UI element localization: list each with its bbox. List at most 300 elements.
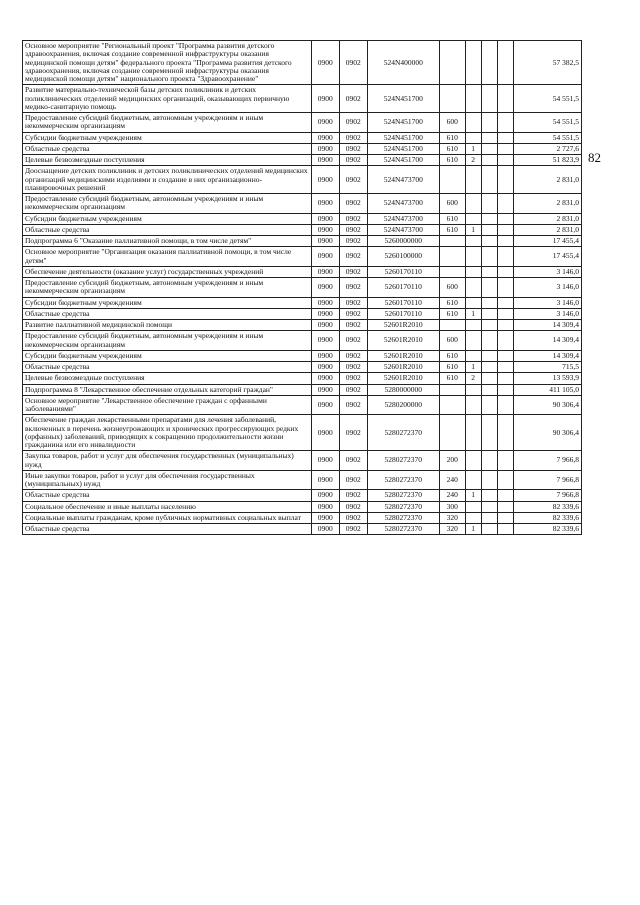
row-extra-flag-2: [498, 373, 514, 384]
row-extra-flag: [481, 213, 497, 224]
row-target-code: 5280272370: [367, 415, 439, 451]
row-extra-flag: [481, 278, 497, 298]
row-target-code: 524N473700: [367, 213, 439, 224]
row-amount: 90 306,4: [514, 395, 582, 415]
row-extra-flag-2: [498, 501, 514, 512]
row-section-code: 0902: [339, 308, 367, 319]
row-extra-flag-2: [498, 113, 514, 133]
row-target-code: 52601R2010: [367, 373, 439, 384]
row-target-code: 52601R2010: [367, 320, 439, 331]
row-extra-flag-2: [498, 415, 514, 451]
row-amount: 54 551,5: [514, 85, 582, 113]
row-expense-type: 600: [439, 194, 465, 214]
row-section-code: 0902: [339, 155, 367, 166]
row-ved-code: 0900: [311, 395, 339, 415]
row-ved-code: 0900: [311, 194, 339, 214]
row-extra-flag-2: [498, 85, 514, 113]
row-ved-code: 0900: [311, 470, 339, 490]
row-extra-flag: [481, 308, 497, 319]
row-target-code: 5260170110: [367, 266, 439, 277]
row-ved-code: 0900: [311, 236, 339, 247]
row-extra-flag: [481, 331, 497, 351]
row-section-code: 0902: [339, 501, 367, 512]
row-source-flag: [465, 331, 481, 351]
table-row: [23, 85, 582, 113]
row-source-flag: [465, 415, 481, 451]
budget-table: [22, 40, 582, 535]
row-ved-code: 0900: [311, 331, 339, 351]
row-extra-flag-2: [498, 524, 514, 535]
row-amount: 17 455,4: [514, 236, 582, 247]
row-target-code: 524N473700: [367, 194, 439, 214]
row-name: Основное мероприятие "Региональный проект "Программа развития детского здравоохранения, включая создание современной инфраструктуры оказания медицинской помощи детям" федерального проекта "Программа развития детского здравоохранения, включая создание современной инфраструктуры оказания медицинской помощи детям" национального проекта "Здравоохранение": [23, 41, 312, 85]
row-section-code: 0902: [339, 350, 367, 361]
row-target-code: 524N473700: [367, 224, 439, 235]
row-extra-flag-2: [498, 362, 514, 373]
row-target-code: 5260170110: [367, 297, 439, 308]
table-row: [23, 501, 582, 512]
row-name: Социальное обеспечение и иные выплаты населению: [23, 501, 312, 512]
row-name: Целевые безвозмездные поступления: [23, 155, 312, 166]
row-extra-flag: [481, 85, 497, 113]
row-section-code: 0902: [339, 331, 367, 351]
row-ved-code: 0900: [311, 373, 339, 384]
row-expense-type: [439, 41, 465, 85]
table-row: [23, 470, 582, 490]
row-section-code: 0902: [339, 132, 367, 143]
row-expense-type: [439, 266, 465, 277]
table-row: [23, 194, 582, 214]
row-section-code: 0902: [339, 247, 367, 267]
row-target-code: 5280272370: [367, 451, 439, 471]
row-name: Дооснащение детских поликлиник и детских поликлинических отделений медицинских организаций медицинскими изделиями и создание в них организационно-планировочных решений: [23, 166, 312, 194]
row-extra-flag: [481, 320, 497, 331]
row-name: Предоставление субсидий бюджетным, автономным учреждениям и иным некоммерческим организациям: [23, 278, 312, 298]
row-amount: 2 831,0: [514, 213, 582, 224]
row-expense-type: 240: [439, 470, 465, 490]
row-ved-code: 0900: [311, 384, 339, 395]
table-row: [23, 308, 582, 319]
row-section-code: 0902: [339, 41, 367, 85]
row-source-flag: [465, 384, 481, 395]
row-expense-type: 610: [439, 297, 465, 308]
row-expense-type: 610: [439, 350, 465, 361]
row-name: Субсидии бюджетным учреждениям: [23, 350, 312, 361]
table-row: [23, 512, 582, 523]
row-amount: 82 339,6: [514, 524, 582, 535]
page-number: 82: [588, 150, 601, 165]
row-section-code: 0902: [339, 415, 367, 451]
row-section-code: 0902: [339, 320, 367, 331]
row-extra-flag-2: [498, 247, 514, 267]
table-row: [23, 213, 582, 224]
row-extra-flag: [481, 236, 497, 247]
table-row: [23, 143, 582, 154]
row-extra-flag-2: [498, 512, 514, 523]
table-row: [23, 247, 582, 267]
row-extra-flag: [481, 194, 497, 214]
row-extra-flag: [481, 143, 497, 154]
row-name: Предоставление субсидий бюджетным, автономным учреждениям и иным некоммерческим организациям: [23, 113, 312, 133]
row-expense-type: [439, 236, 465, 247]
row-ved-code: 0900: [311, 132, 339, 143]
row-source-flag: [465, 278, 481, 298]
row-amount: 3 146,0: [514, 308, 582, 319]
row-extra-flag: [481, 350, 497, 361]
row-name: Развитие паллиативной медицинской помощи: [23, 320, 312, 331]
table-row: [23, 236, 582, 247]
row-ved-code: 0900: [311, 524, 339, 535]
row-amount: 13 593,9: [514, 373, 582, 384]
row-target-code: 524N400000: [367, 41, 439, 85]
row-source-flag: [465, 395, 481, 415]
row-ved-code: 0900: [311, 278, 339, 298]
row-name: Областные средства: [23, 224, 312, 235]
row-name: Областные средства: [23, 143, 312, 154]
row-extra-flag-2: [498, 451, 514, 471]
row-section-code: 0902: [339, 266, 367, 277]
row-amount: 2 727,6: [514, 143, 582, 154]
row-amount: 411 105,0: [514, 384, 582, 395]
row-target-code: 524N451700: [367, 132, 439, 143]
row-target-code: 52601R2010: [367, 362, 439, 373]
row-amount: 82 339,6: [514, 512, 582, 523]
row-name: Областные средства: [23, 490, 312, 501]
row-name: Основное мероприятие "Организация оказания паллиативной помощи, в том числе детям": [23, 247, 312, 267]
row-source-flag: [465, 350, 481, 361]
row-target-code: 5280272370: [367, 512, 439, 523]
row-extra-flag: [481, 224, 497, 235]
row-target-code: 5280272370: [367, 501, 439, 512]
table-row: [23, 384, 582, 395]
row-source-flag: [465, 113, 481, 133]
row-target-code: 524N451700: [367, 85, 439, 113]
row-ved-code: 0900: [311, 362, 339, 373]
row-section-code: 0902: [339, 451, 367, 471]
row-source-flag: [465, 470, 481, 490]
row-expense-type: 610: [439, 143, 465, 154]
row-name: Подпрограмма 6 "Оказание паллиативной помощи, в том числе детям": [23, 236, 312, 247]
row-extra-flag: [481, 266, 497, 277]
table-row: [23, 350, 582, 361]
row-extra-flag-2: [498, 41, 514, 85]
row-target-code: 5260000000: [367, 236, 439, 247]
row-extra-flag-2: [498, 297, 514, 308]
row-extra-flag: [481, 451, 497, 471]
row-name: Субсидии бюджетным учреждениям: [23, 297, 312, 308]
row-expense-type: [439, 384, 465, 395]
row-extra-flag: [481, 373, 497, 384]
table-row: [23, 395, 582, 415]
row-source-flag: 2: [465, 155, 481, 166]
row-extra-flag-2: [498, 236, 514, 247]
row-ved-code: 0900: [311, 247, 339, 267]
row-expense-type: 610: [439, 224, 465, 235]
table-row: [23, 415, 582, 451]
row-expense-type: 200: [439, 451, 465, 471]
row-amount: 2 831,0: [514, 194, 582, 214]
table-row: [23, 224, 582, 235]
row-ved-code: 0900: [311, 224, 339, 235]
row-amount: 3 146,0: [514, 266, 582, 277]
row-source-flag: [465, 451, 481, 471]
row-amount: 2 831,0: [514, 166, 582, 194]
row-expense-type: [439, 247, 465, 267]
row-extra-flag: [481, 470, 497, 490]
row-name: Подпрограмма 8 "Лекарственное обеспечение отдельных категорий граждан": [23, 384, 312, 395]
row-extra-flag-2: [498, 194, 514, 214]
row-extra-flag-2: [498, 490, 514, 501]
row-name: Областные средства: [23, 524, 312, 535]
row-target-code: 5280000000: [367, 384, 439, 395]
row-amount: 14 309,4: [514, 350, 582, 361]
row-section-code: 0902: [339, 236, 367, 247]
table-row: [23, 155, 582, 166]
row-source-flag: [465, 41, 481, 85]
row-source-flag: [465, 166, 481, 194]
row-ved-code: 0900: [311, 41, 339, 85]
row-ved-code: 0900: [311, 350, 339, 361]
row-ved-code: 0900: [311, 308, 339, 319]
row-amount: 17 455,4: [514, 247, 582, 267]
row-expense-type: 320: [439, 524, 465, 535]
row-target-code: 5280272370: [367, 490, 439, 501]
row-extra-flag-2: [498, 395, 514, 415]
row-section-code: 0902: [339, 166, 367, 194]
row-extra-flag: [481, 166, 497, 194]
row-name: Иные закупки товаров, работ и услуг для обеспечения государственных (муниципальных) нужд: [23, 470, 312, 490]
row-expense-type: [439, 415, 465, 451]
row-name: Социальные выплаты гражданам, кроме публичных нормативных социальных выплат: [23, 512, 312, 523]
row-ved-code: 0900: [311, 501, 339, 512]
row-source-flag: [465, 213, 481, 224]
row-expense-type: [439, 320, 465, 331]
row-target-code: 524N473700: [367, 166, 439, 194]
row-amount: 54 551,5: [514, 132, 582, 143]
row-expense-type: [439, 166, 465, 194]
table-row: [23, 490, 582, 501]
row-extra-flag: [481, 113, 497, 133]
row-amount: 7 966,8: [514, 451, 582, 471]
row-source-flag: 2: [465, 373, 481, 384]
row-amount: 57 382,5: [514, 41, 582, 85]
row-target-code: 5260170110: [367, 278, 439, 298]
row-extra-flag: [481, 415, 497, 451]
row-section-code: 0902: [339, 373, 367, 384]
row-section-code: 0902: [339, 143, 367, 154]
row-section-code: 0902: [339, 512, 367, 523]
row-amount: 14 309,4: [514, 320, 582, 331]
row-ved-code: 0900: [311, 85, 339, 113]
row-ved-code: 0900: [311, 451, 339, 471]
row-name: Развитие материально-технической базы детских поликлиник и детских поликлинических отделений медицинских организаций, оказывающих первичную медико-санитарную помощь: [23, 85, 312, 113]
row-extra-flag-2: [498, 166, 514, 194]
row-target-code: 52601R2010: [367, 350, 439, 361]
row-section-code: 0902: [339, 490, 367, 501]
table-body: [23, 41, 582, 535]
row-ved-code: 0900: [311, 113, 339, 133]
row-section-code: 0902: [339, 362, 367, 373]
row-extra-flag-2: [498, 308, 514, 319]
row-expense-type: 300: [439, 501, 465, 512]
table-row: [23, 132, 582, 143]
row-target-code: 5280272370: [367, 470, 439, 490]
row-amount: 715,5: [514, 362, 582, 373]
row-section-code: 0902: [339, 194, 367, 214]
row-extra-flag: [481, 132, 497, 143]
row-source-flag: [465, 132, 481, 143]
row-name: Областные средства: [23, 308, 312, 319]
row-amount: 51 823,9: [514, 155, 582, 166]
row-extra-flag: [481, 247, 497, 267]
row-extra-flag: [481, 362, 497, 373]
row-expense-type: 610: [439, 213, 465, 224]
row-amount: 90 306,4: [514, 415, 582, 451]
row-extra-flag-2: [498, 331, 514, 351]
row-source-flag: 1: [465, 490, 481, 501]
row-target-code: 524N451700: [367, 113, 439, 133]
row-target-code: 524N451700: [367, 143, 439, 154]
table-row: [23, 266, 582, 277]
row-extra-flag-2: [498, 213, 514, 224]
row-extra-flag-2: [498, 350, 514, 361]
row-source-flag: [465, 297, 481, 308]
row-expense-type: 610: [439, 373, 465, 384]
row-section-code: 0902: [339, 85, 367, 113]
row-section-code: 0902: [339, 384, 367, 395]
row-extra-flag: [481, 155, 497, 166]
row-ved-code: 0900: [311, 213, 339, 224]
row-extra-flag: [481, 524, 497, 535]
table-row: [23, 297, 582, 308]
row-extra-flag-2: [498, 320, 514, 331]
row-amount: 3 146,0: [514, 278, 582, 298]
table-row: [23, 278, 582, 298]
row-extra-flag: [481, 501, 497, 512]
row-expense-type: 600: [439, 278, 465, 298]
table-row: [23, 451, 582, 471]
row-source-flag: 1: [465, 362, 481, 373]
row-name: Основное мероприятие "Лекарственное обеспечение граждан с орфанными заболеваниями": [23, 395, 312, 415]
row-section-code: 0902: [339, 297, 367, 308]
table-row: [23, 320, 582, 331]
row-name: Обеспечение деятельности (оказание услуг) государственных учреждений: [23, 266, 312, 277]
row-target-code: 5280200000: [367, 395, 439, 415]
row-extra-flag-2: [498, 132, 514, 143]
row-expense-type: 610: [439, 308, 465, 319]
row-source-flag: 1: [465, 524, 481, 535]
row-expense-type: 320: [439, 512, 465, 523]
row-target-code: 524N451700: [367, 155, 439, 166]
row-ved-code: 0900: [311, 297, 339, 308]
row-extra-flag-2: [498, 224, 514, 235]
row-extra-flag-2: [498, 384, 514, 395]
row-ved-code: 0900: [311, 415, 339, 451]
row-expense-type: 600: [439, 113, 465, 133]
row-extra-flag-2: [498, 278, 514, 298]
table-row: [23, 524, 582, 535]
row-name: Предоставление субсидий бюджетным, автономным учреждениям и иным некоммерческим организациям: [23, 331, 312, 351]
table-row: [23, 166, 582, 194]
row-amount: 3 146,0: [514, 297, 582, 308]
row-source-flag: [465, 501, 481, 512]
row-name: Областные средства: [23, 362, 312, 373]
table-row: [23, 362, 582, 373]
row-expense-type: 240: [439, 490, 465, 501]
row-target-code: 5260170110: [367, 308, 439, 319]
row-extra-flag: [481, 297, 497, 308]
row-source-flag: [465, 85, 481, 113]
row-ved-code: 0900: [311, 512, 339, 523]
row-name: Закупка товаров, работ и услуг для обеспечения государственных (муниципальных) нужд: [23, 451, 312, 471]
row-ved-code: 0900: [311, 266, 339, 277]
row-target-code: 5260100000: [367, 247, 439, 267]
row-expense-type: [439, 85, 465, 113]
table-row: [23, 331, 582, 351]
row-extra-flag: [481, 490, 497, 501]
row-name: Обеспечение граждан лекарственными препаратами для лечения заболеваний, включенных в перечень жизнеугрожающих и хронических прогрессирующих редких (орфанных) заболеваний, приводящих к сокращению продолжительности жизни гражданина или его инвалидности: [23, 415, 312, 451]
row-source-flag: [465, 266, 481, 277]
table-row: [23, 373, 582, 384]
row-source-flag: [465, 320, 481, 331]
row-name: Субсидии бюджетным учреждениям: [23, 213, 312, 224]
row-section-code: 0902: [339, 278, 367, 298]
row-section-code: 0902: [339, 113, 367, 133]
row-ved-code: 0900: [311, 155, 339, 166]
row-source-flag: 1: [465, 308, 481, 319]
row-extra-flag-2: [498, 470, 514, 490]
row-ved-code: 0900: [311, 143, 339, 154]
row-amount: 7 966,8: [514, 470, 582, 490]
row-ved-code: 0900: [311, 490, 339, 501]
row-source-flag: 1: [465, 143, 481, 154]
row-extra-flag: [481, 384, 497, 395]
row-source-flag: 1: [465, 224, 481, 235]
row-section-code: 0902: [339, 470, 367, 490]
row-target-code: 52601R2010: [367, 331, 439, 351]
row-section-code: 0902: [339, 213, 367, 224]
row-extra-flag-2: [498, 155, 514, 166]
row-source-flag: [465, 236, 481, 247]
row-ved-code: 0900: [311, 166, 339, 194]
row-amount: 82 339,6: [514, 501, 582, 512]
table-row: [23, 113, 582, 133]
row-source-flag: [465, 194, 481, 214]
row-amount: 54 551,5: [514, 113, 582, 133]
row-expense-type: 610: [439, 362, 465, 373]
row-ved-code: 0900: [311, 320, 339, 331]
row-name: Целевые безвозмездные поступления: [23, 373, 312, 384]
row-source-flag: [465, 512, 481, 523]
row-name: Субсидии бюджетным учреждениям: [23, 132, 312, 143]
row-extra-flag: [481, 512, 497, 523]
row-section-code: 0902: [339, 524, 367, 535]
row-name: Предоставление субсидий бюджетным, автономным учреждениям и иным некоммерческим организациям: [23, 194, 312, 214]
row-expense-type: 610: [439, 155, 465, 166]
row-extra-flag-2: [498, 143, 514, 154]
row-target-code: 5280272370: [367, 524, 439, 535]
row-expense-type: 610: [439, 132, 465, 143]
row-extra-flag: [481, 395, 497, 415]
row-amount: 2 831,0: [514, 224, 582, 235]
row-expense-type: 600: [439, 331, 465, 351]
row-section-code: 0902: [339, 395, 367, 415]
row-expense-type: [439, 395, 465, 415]
row-amount: 7 966,8: [514, 490, 582, 501]
row-amount: 14 309,4: [514, 331, 582, 351]
row-section-code: 0902: [339, 224, 367, 235]
row-source-flag: [465, 247, 481, 267]
